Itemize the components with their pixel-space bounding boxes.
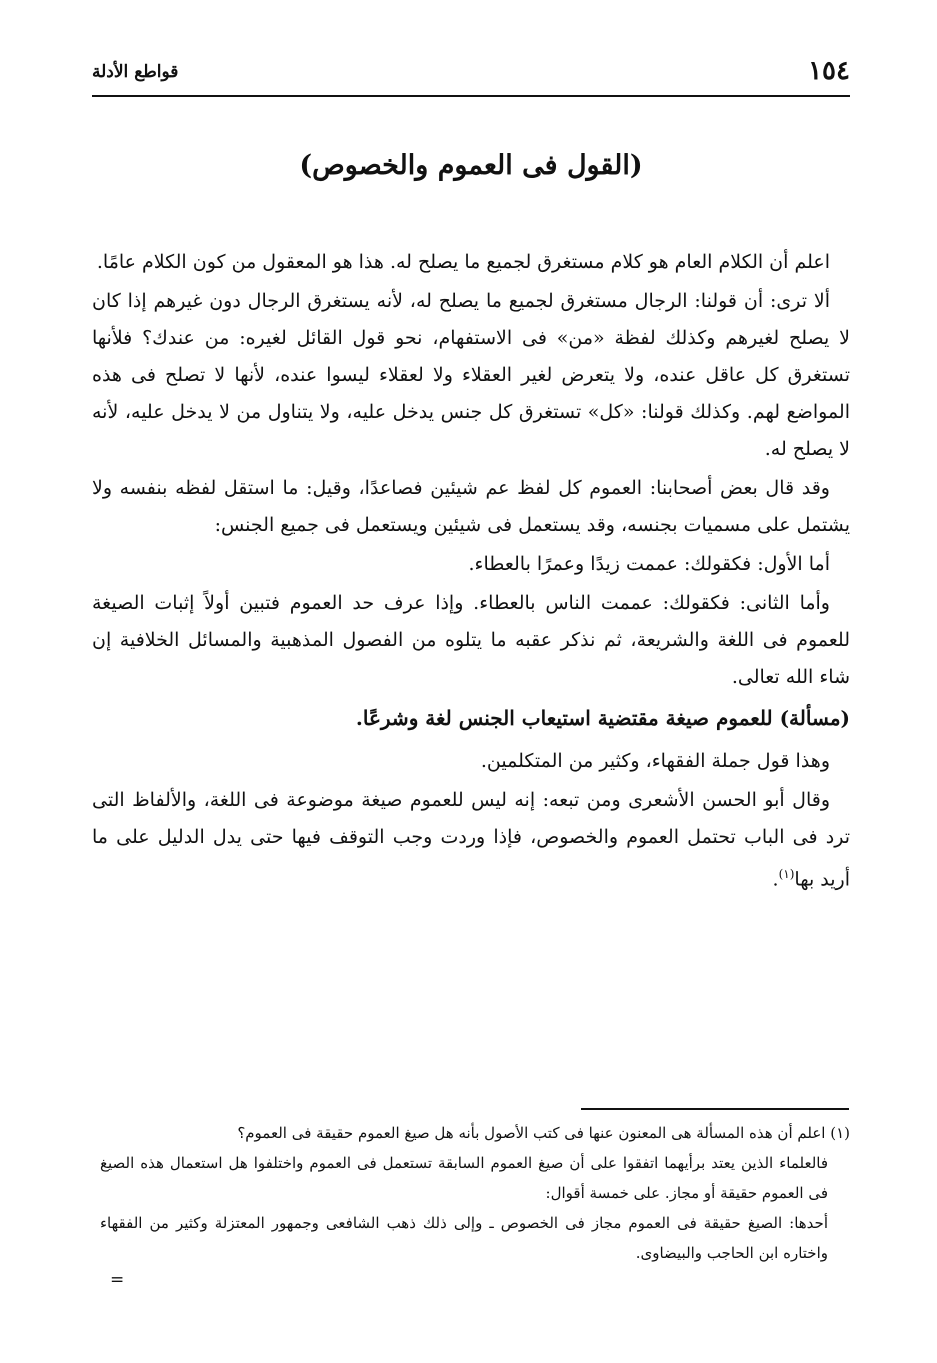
footnote-line: (١) اعلم أن هذه المسألة هى المعنون عنها فى كتب الأصول بأنه هل صيغ العموم حقيقة فى العموم؟ [237, 1124, 850, 1142]
page-number: ١٥٤ [808, 56, 850, 86]
footnote-reference[interactable]: (١) [778, 867, 795, 881]
paragraph: أما الأول: فكقولك: عممت زيدًا وعمرًا بالعطاء. [468, 553, 830, 575]
paragraph-with-footnote: وقال أبو الحسن الأشعرى ومن تبعه: إنه ليس للعموم صيغة موضوعة فى اللغة، والألفاظ التى ترد فى الباب تحتمل العموم والخصوص، فإذا وردت وجب التوقف فيها حتى يدل الدليل على ما أريد بها$^{(١)}$. [92, 789, 850, 891]
paragraph: وقد قال بعض أصحابنا: العموم كل لفظ عم شيئين فصاعدًا، وقيل: ما استقل لفظه بنفسه ولا يشتمل على مسميات بجنسه، وقد يستعمل فى شيئين ويستعمل فى جميع الجنس: [92, 477, 850, 536]
paragraph: اعلم أن الكلام العام هو كلام مستغرق لجميع ما يصلح له. هذا هو المعقول من كون الكلام عامًا. [96, 251, 830, 273]
chapter-title: (القول فى العموم والخصوص) [299, 150, 643, 181]
paragraph: وأما الثانى: فكقولك: عممت الناس بالعطاء. وإذا عرف حد العموم فتبين أولاً إثبات الصيغة للعموم فى اللغة والشريعة، ثم نذكر عقبه ما يتلوه من الفصول المذهبية والمسائل الخلافية إن شاء الله تعالى. [92, 592, 850, 688]
page-header [92, 56, 850, 90]
paragraph: ألا ترى: أن قولنا: الرجال مستغرق لجميع ما يصلح له، لأنه يستغرق الرجال دون غيرهم إذا كان لا يصلح لغيرهم وكذلك لفظة «من» فى الاستفهام، نحو قول القائل لغيره: من عندك؟ فلأنها تستغرق كل عاقل عنده، ولا يتعرض لغير العقلاء ولا لعقلاء ليسوا عنده، لأنها لا تصلح فى هذه المواضع لهم. وكذلك قولنا: «كل» تستغرق كل جنس يدخل عليه، ولا يتناول من لا يدخل عليه، لأنه لا يصلح له. [92, 290, 850, 460]
issue-heading: (مسألة) للعموم صيغة مقتضية استيعاب الجنس لغة وشرعًا. [355, 706, 850, 730]
main-text [92, 244, 850, 900]
paragraph: وهذا قول جملة الفقهاء، وكثير من المتكلمين. [480, 750, 830, 772]
footnote-rule [581, 1108, 849, 1110]
footnotes [100, 1118, 850, 1268]
continuation-mark: = [110, 1270, 125, 1290]
footnote-line: أحدها: الصيغ حقيقة فى العموم مجاز فى الخصوص ـ وإلى ذلك ذهب الشافعى وجمهور المعتزلة وكثير من الفقهاء واختاره ابن الحاجب والبيضاوى. [100, 1214, 828, 1262]
footnote-line: فالعلماء الذين يعتد برأيهما اتفقوا على أن صيغ العموم السابقة تستعمل فى العموم واختلفوا هل استعمال هذه الصيغ فى العموم حقيقة أو مجاز. على خمسة أقوال: [100, 1154, 828, 1202]
running-title: قواطع الأدلة [92, 62, 179, 82]
header-rule [92, 95, 850, 97]
paragraph-text: وقال أبو الحسن الأشعرى ومن تبعه: إنه ليس للعموم صيغة موضوعة فى اللغة، والألفاظ التى ترد فى الباب تحتمل العموم والخصوص، فإذا وردت وجب التوقف فيها حتى يدل الدليل على ما أريد بها [92, 789, 850, 891]
